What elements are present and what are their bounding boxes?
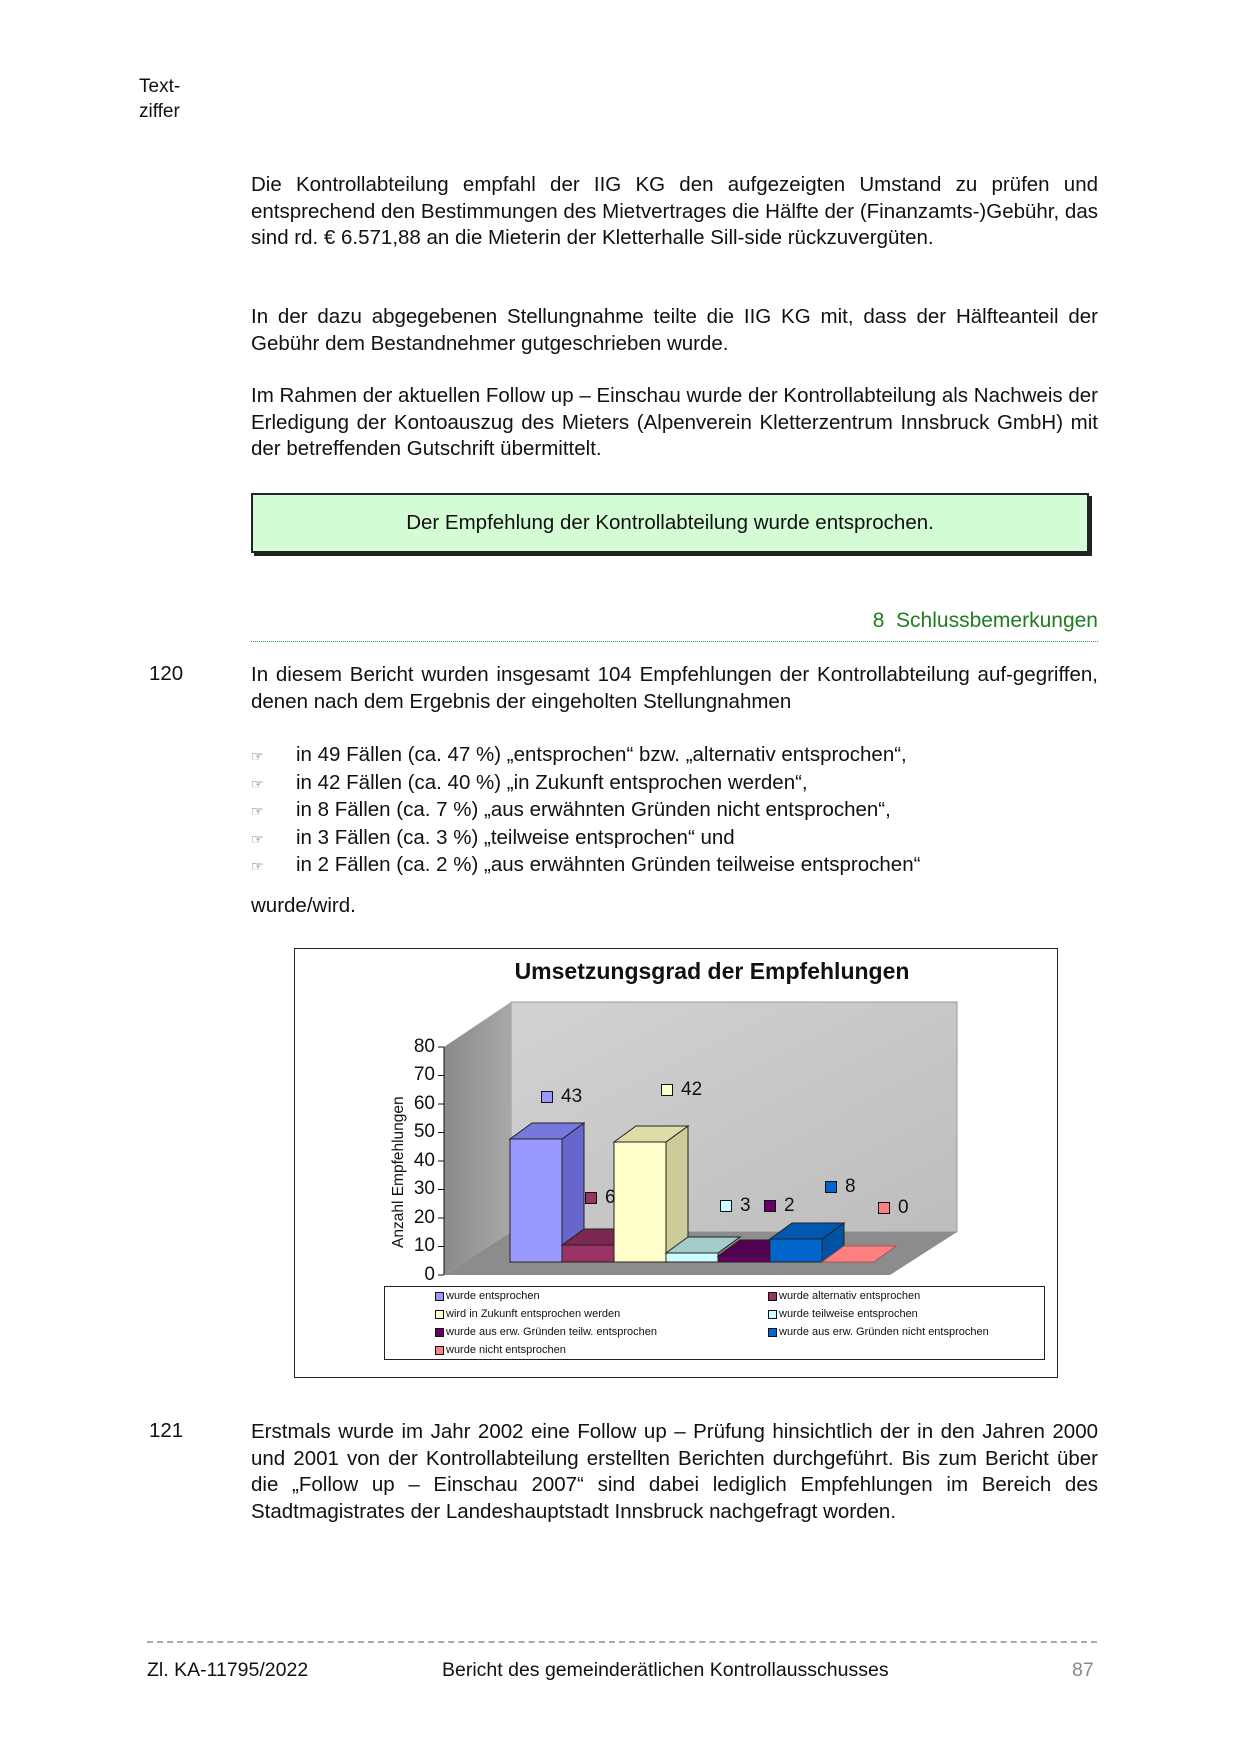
legend-label: wurde nicht entsprochen <box>446 1344 566 1356</box>
data-label-value: 2 <box>784 1195 795 1216</box>
pointing-hand-icon: ☞ <box>251 830 264 847</box>
list-item-text: in 42 Fällen (ca. 40 %) „in Zukunft entsprochen werden“, <box>296 770 808 794</box>
paragraph-text: wurde/wird. <box>251 894 356 917</box>
page-number: 87 <box>1072 1659 1094 1681</box>
list-item-text: in 8 Fällen (ca. 7 %) „aus erwähnten Gründen nicht entsprochen“, <box>296 798 891 821</box>
bar-wird-in-zukunft-entsprochen <box>614 1126 688 1262</box>
legend-label: wurde alternativ entsprochen <box>779 1290 921 1302</box>
y-tick-label: 20 <box>413 1207 435 1228</box>
legend-label: wurde entsprochen <box>446 1290 540 1302</box>
y-tick-label: 70 <box>413 1064 435 1085</box>
section-heading: 8 Schlussbemerkungen <box>872 609 1098 632</box>
y-tick-label: 40 <box>413 1150 435 1171</box>
legend-swatch <box>435 1292 444 1301</box>
legend-swatch <box>768 1328 777 1337</box>
footer-reference: Zl. KA-11795/2022 <box>147 1659 309 1681</box>
legend-label: wurde aus erw. Gründen nicht entsprochen <box>779 1326 989 1338</box>
y-tick-label: 80 <box>413 1036 435 1057</box>
pointing-hand-icon: ☞ <box>251 803 264 819</box>
legend-item <box>435 1308 620 1320</box>
paragraph-text: Die Kontrollabteilung empfahl der IIG KG den aufgezeigten Umstand zu prüfen und entsprechend den Bestimmungen des Mietvertrages die Hälfte der (Finanzamts-)Gebühr, das sind rd. € 6.571,88 an die Mieterin der Kletterhalle Sill-side rückzuvergüten. <box>251 173 1098 249</box>
legend-label: wurde aus erw. Gründen teilw. entsprochen <box>446 1326 657 1338</box>
y-tick-label: 0 <box>424 1264 435 1285</box>
data-label <box>585 1187 616 1209</box>
pointing-hand-icon: ☞ <box>251 748 264 764</box>
series-swatch <box>878 1202 890 1214</box>
legend-item <box>768 1308 918 1320</box>
paragraph-text: Im Rahmen der aktuellen Follow up – Einschau wurde der Kontrollabteilung als Nachweis der Erledigung der Kontoauszug des Mieters (Alpenverein Kletterzentrum Innsbruck GmbH) mit der betreffenden Gutschrift übermittelt. <box>251 384 1098 460</box>
paragraph-text: Erstmals wurde im Jahr 2002 eine Follow up – Prüfung hinsichtlich der in den Jahren 2000 und 2001 von der Kontrollabteilung erstellten Berichten durchgeführt. Bis zum Bericht über die „Follow up – Einschau 2007“ sind dabei lediglich Empfehlungen im Bereich des Stadtmagistrates der Landeshauptstadt Innsbruck nachgefragt worden. <box>251 1420 1098 1523</box>
list-item-text: in 49 Fällen (ca. 47 %) „entsprochen“ bzw. „alternativ entsprochen“, <box>296 743 907 766</box>
data-label-value: 42 <box>681 1079 703 1100</box>
data-label <box>661 1079 702 1101</box>
pointing-hand-icon: ☞ <box>251 775 264 792</box>
y-tick-label: 50 <box>413 1121 435 1142</box>
legend-item <box>435 1326 657 1338</box>
y-tick-label: 10 <box>413 1235 435 1256</box>
list-item-text: in 2 Fällen (ca. 2 %) „aus erwähnten Gründen teilweise entsprochen“ <box>296 853 921 876</box>
data-label-value: 8 <box>845 1176 856 1197</box>
data-label <box>878 1197 909 1219</box>
legend-label: wird in Zukunft entsprochen werden <box>446 1308 621 1320</box>
data-label <box>720 1195 751 1217</box>
chart-side-wall <box>444 1002 511 1275</box>
footer-divider <box>147 1641 1097 1643</box>
chart-title: Umsetzungsgrad der Empfehlungen <box>514 958 910 984</box>
data-label-value: 0 <box>898 1197 909 1218</box>
margin-label-line: Text- <box>139 76 181 97</box>
data-label <box>541 1086 582 1108</box>
legend-swatch <box>435 1346 444 1355</box>
data-label-value: 3 <box>740 1195 751 1216</box>
textziffer-number: 121 <box>149 1419 184 1442</box>
legend-swatch <box>768 1292 777 1301</box>
paragraph-text: In diesem Bericht wurden insgesamt 104 Empfehlungen der Kontrollabteilung auf-gegriffen, denen nach dem Ergebnis der eingeholten Stellungnahmen <box>251 663 1098 713</box>
legend-swatch <box>435 1310 444 1319</box>
series-swatch <box>661 1084 673 1096</box>
data-label <box>825 1176 856 1198</box>
series-swatch <box>825 1181 837 1193</box>
chart-legend <box>384 1286 1045 1360</box>
legend-label: wurde teilweise entsprochen <box>779 1308 918 1320</box>
callout-text: Der Empfehlung der Kontrollabteilung wurde entsprochen. <box>406 511 934 534</box>
series-swatch <box>720 1200 732 1212</box>
list-item-text: in 3 Fällen (ca. 3 %) „teilweise entsprochen“ und <box>296 825 735 849</box>
legend-swatch <box>768 1310 777 1319</box>
pointing-hand-icon: ☞ <box>251 858 264 874</box>
y-axis-label: Anzahl Empfehlungen <box>390 1096 407 1248</box>
data-label <box>764 1195 795 1217</box>
paragraph-tz121 <box>251 1419 1098 1525</box>
data-label-value: 43 <box>561 1086 583 1107</box>
legend-item <box>435 1344 566 1356</box>
margin-label-line: ziffer <box>139 101 180 122</box>
legend-swatch <box>435 1328 444 1337</box>
series-swatch <box>764 1200 776 1212</box>
series-swatch <box>585 1192 597 1204</box>
data-label-value: 6 <box>605 1187 616 1208</box>
y-tick-label: 60 <box>413 1093 435 1114</box>
series-swatch <box>541 1091 553 1103</box>
textziffer-number: 120 <box>149 662 184 685</box>
legend-item <box>435 1290 540 1302</box>
legend-item <box>768 1290 920 1302</box>
paragraph-text: In der dazu abgegebenen Stellungnahme teilte die IIG KG mit, dass der Hälfteanteil der Gebühr dem Bestandnehmer gutgeschrieben wurde. <box>251 305 1098 355</box>
footer-title: Bericht des gemeinderätlichen Kontrollausschusses <box>442 1659 889 1681</box>
y-tick-label: 30 <box>413 1178 435 1199</box>
legend-item <box>768 1326 989 1338</box>
